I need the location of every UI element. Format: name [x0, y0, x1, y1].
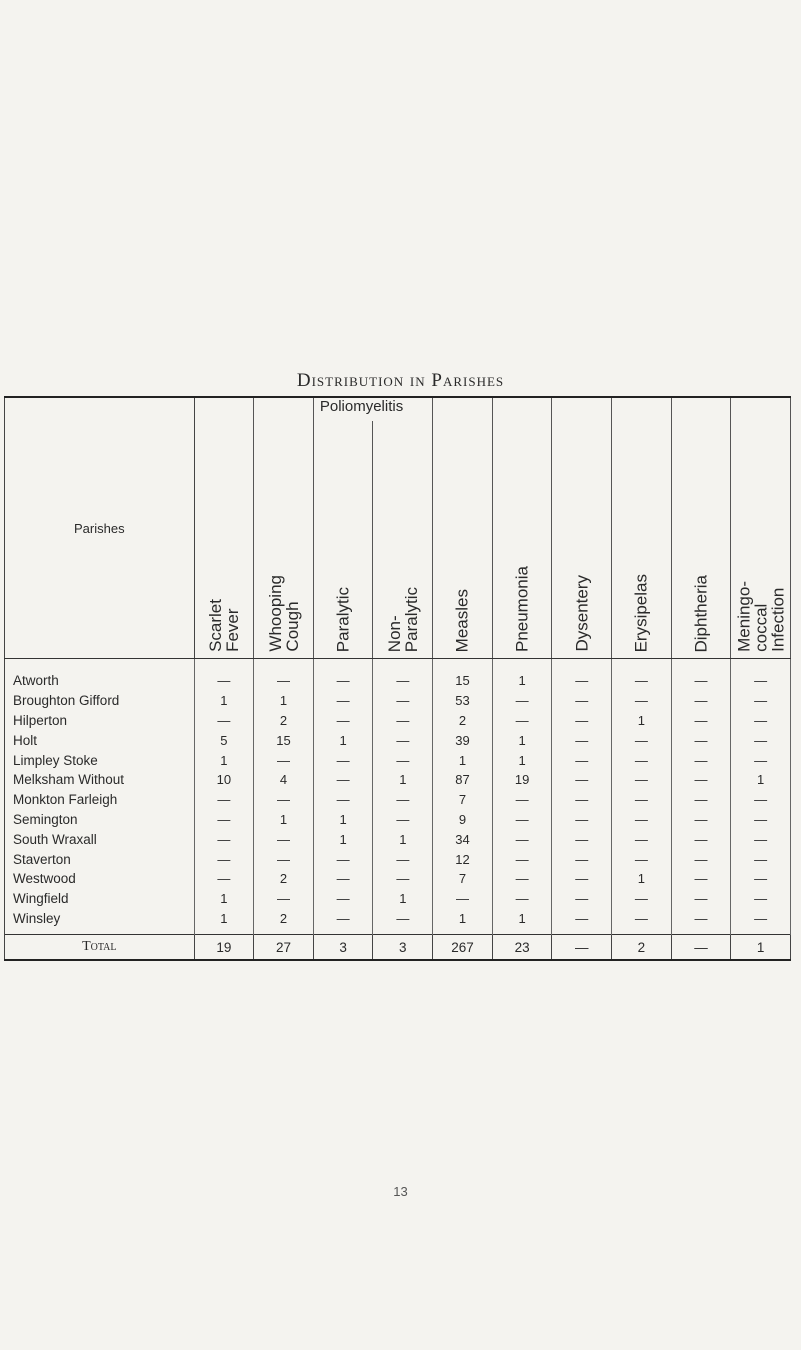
table-cell: 2 — [254, 711, 314, 731]
parish-name: Monkton Farleigh — [5, 790, 195, 810]
column-header-diphtheria: Diphtheria — [671, 397, 731, 659]
table-cell: — — [492, 810, 552, 830]
table-row — [5, 659, 791, 691]
table-cell: — — [552, 810, 612, 830]
table-row — [5, 889, 791, 909]
table-cell: — — [373, 750, 433, 770]
column-header-pneumonia: Pneumonia — [492, 397, 552, 659]
table-cell: — — [194, 869, 254, 889]
column-header-whooping-cough: Whooping Cough — [254, 397, 314, 659]
table-cell: — — [552, 790, 612, 810]
table-cell: — — [671, 869, 731, 889]
table-cell: — — [313, 691, 373, 711]
table-cell: — — [373, 909, 433, 935]
table-cell: — — [731, 691, 791, 711]
table-cell: 1 — [731, 770, 791, 790]
table-cell: — — [731, 909, 791, 935]
table-cell: — — [492, 790, 552, 810]
table-cell: — — [313, 659, 373, 691]
table-cell: 1 — [254, 810, 314, 830]
table-cell: 1 — [373, 889, 433, 909]
table-cell: — — [552, 869, 612, 889]
table-cell: — — [731, 829, 791, 849]
table-row — [5, 909, 791, 935]
table-cell: — — [552, 750, 612, 770]
table-cell: 1 — [313, 810, 373, 830]
total-cell: — — [552, 935, 612, 961]
table-cell: — — [612, 790, 672, 810]
table-cell: — — [612, 889, 672, 909]
table-cell: — — [373, 849, 433, 869]
table-cell: 34 — [433, 829, 493, 849]
table-row — [5, 730, 791, 750]
table-cell: — — [552, 829, 612, 849]
table-row — [5, 869, 791, 889]
table-cell: — — [373, 711, 433, 731]
table-cell: — — [373, 869, 433, 889]
table-cell: — — [254, 790, 314, 810]
page-title: Distribution in Parishes — [296, 370, 505, 391]
table-cell: — — [731, 730, 791, 750]
table-cell: 2 — [254, 869, 314, 889]
parish-name: Westwood — [5, 869, 195, 889]
table-cell: — — [194, 849, 254, 869]
table-cell: — — [731, 790, 791, 810]
table-cell: — — [671, 711, 731, 731]
table-cell: — — [671, 849, 731, 869]
table-cell: — — [731, 750, 791, 770]
table-cell: 15 — [433, 659, 493, 691]
table-cell: — — [373, 659, 433, 691]
table-cell: 7 — [433, 790, 493, 810]
table-cell: 1 — [254, 691, 314, 711]
table-cell: 1 — [313, 829, 373, 849]
page-number: 13 — [393, 1184, 408, 1199]
table-row — [5, 750, 791, 770]
table-cell: — — [671, 889, 731, 909]
distribution-table — [4, 396, 791, 961]
total-cell: 27 — [254, 935, 314, 961]
table-cell: — — [492, 889, 552, 909]
total-cell: — — [671, 935, 731, 961]
table-cell: — — [492, 829, 552, 849]
column-header-scarlet-fever: Scarlet Fever — [194, 397, 254, 659]
parish-name: Staverton — [5, 849, 195, 869]
table-cell: 1 — [492, 909, 552, 935]
table-row — [5, 770, 791, 790]
total-cell: 1 — [731, 935, 791, 961]
table-cell: — — [552, 691, 612, 711]
table-cell: 7 — [433, 869, 493, 889]
parish-name: Semington — [5, 810, 195, 830]
table-cell: — — [552, 659, 612, 691]
table-cell: — — [612, 829, 672, 849]
table-cell: 2 — [254, 909, 314, 935]
table-cell: — — [671, 730, 731, 750]
table-cell: — — [373, 790, 433, 810]
table-cell: — — [612, 750, 672, 770]
table-row — [5, 691, 791, 711]
table-cell: 2 — [433, 711, 493, 731]
total-cell: 3 — [313, 935, 373, 961]
table-cell: — — [194, 810, 254, 830]
table-cell: — — [671, 829, 731, 849]
table-cell: 1 — [433, 750, 493, 770]
column-header-paralytic: Paralytic — [313, 421, 373, 659]
total-cell: 19 — [194, 935, 254, 961]
total-cell: 2 — [612, 935, 672, 961]
parishes-header: Parishes — [5, 397, 195, 659]
table-cell: — — [313, 869, 373, 889]
table-cell: 1 — [373, 829, 433, 849]
table-cell: — — [552, 909, 612, 935]
table-cell: — — [492, 849, 552, 869]
table-cell: 87 — [433, 770, 493, 790]
total-row — [5, 935, 791, 961]
table-cell: 1 — [492, 730, 552, 750]
table-cell: 19 — [492, 770, 552, 790]
table-cell: — — [313, 750, 373, 770]
parish-name: Broughton Gifford — [5, 691, 195, 711]
total-cell: 3 — [373, 935, 433, 961]
table-cell: — — [731, 711, 791, 731]
table-row — [5, 829, 791, 849]
table-cell: 53 — [433, 691, 493, 711]
table-cell: 39 — [433, 730, 493, 750]
table-cell: — — [194, 829, 254, 849]
table-cell: 1 — [194, 909, 254, 935]
table-cell: — — [254, 889, 314, 909]
column-header-dysentery: Dysentery — [552, 397, 612, 659]
table-cell: — — [194, 790, 254, 810]
table-cell: — — [492, 711, 552, 731]
table-cell: 12 — [433, 849, 493, 869]
column-header-meningococcal-infection: Meningo- coccal Infection — [731, 397, 791, 659]
parish-name: Holt — [5, 730, 195, 750]
table-cell: 5 — [194, 730, 254, 750]
table-cell: — — [731, 869, 791, 889]
table-body — [5, 659, 791, 935]
table-cell: — — [194, 711, 254, 731]
parish-name: Atworth — [5, 659, 195, 691]
table-cell: — — [313, 909, 373, 935]
table-cell: — — [254, 849, 314, 869]
table-row — [5, 810, 791, 830]
table-cell: — — [612, 909, 672, 935]
table-cell: — — [671, 750, 731, 770]
table-cell: — — [612, 691, 672, 711]
table-cell: 1 — [612, 711, 672, 731]
table-cell: — — [254, 750, 314, 770]
table-cell: 1 — [612, 869, 672, 889]
table-cell: 1 — [492, 750, 552, 770]
table-cell: — — [254, 659, 314, 691]
table-cell: — — [373, 810, 433, 830]
table-cell: — — [313, 849, 373, 869]
parish-name: Limpley Stoke — [5, 750, 195, 770]
column-header-measles: Measles — [433, 397, 493, 659]
table-cell: — — [552, 889, 612, 909]
table-cell: — — [433, 889, 493, 909]
table-row — [5, 849, 791, 869]
parish-name: Melksham Without — [5, 770, 195, 790]
column-group-poliomyelitis: Poliomyelitis — [313, 397, 432, 421]
table-cell: — — [731, 889, 791, 909]
table-cell: 1 — [433, 909, 493, 935]
parish-name: South Wraxall — [5, 829, 195, 849]
table-cell: — — [612, 810, 672, 830]
table-row — [5, 790, 791, 810]
table-cell: 1 — [373, 770, 433, 790]
table-cell: — — [731, 849, 791, 869]
table-cell: — — [492, 691, 552, 711]
table-cell: — — [731, 810, 791, 830]
table-cell: — — [612, 730, 672, 750]
table-cell: — — [612, 770, 672, 790]
table-cell: 15 — [254, 730, 314, 750]
total-cell: 23 — [492, 935, 552, 961]
total-label: Total — [5, 935, 195, 961]
table-cell: — — [552, 849, 612, 869]
table-cell: 1 — [313, 730, 373, 750]
column-header-non-paralytic: Non- Paralytic — [373, 421, 433, 659]
table-cell: — — [373, 730, 433, 750]
table-cell: 1 — [492, 659, 552, 691]
table-cell: — — [313, 711, 373, 731]
table-cell: — — [313, 889, 373, 909]
table-cell: — — [671, 659, 731, 691]
table-cell: — — [612, 659, 672, 691]
table-cell: — — [373, 691, 433, 711]
table-cell: — — [612, 849, 672, 869]
table-cell: — — [313, 770, 373, 790]
table-cell: — — [313, 790, 373, 810]
table-cell: — — [671, 770, 731, 790]
table-cell: 9 — [433, 810, 493, 830]
column-header-erysipelas: Erysipelas — [612, 397, 672, 659]
table-cell: 4 — [254, 770, 314, 790]
table-cell: — — [254, 829, 314, 849]
table-cell: 1 — [194, 750, 254, 770]
table-cell: 1 — [194, 889, 254, 909]
table-cell: — — [552, 711, 612, 731]
table-cell: — — [671, 790, 731, 810]
parish-name: Hilperton — [5, 711, 195, 731]
parish-name: Wingfield — [5, 889, 195, 909]
parish-name: Winsley — [5, 909, 195, 935]
table-cell: — — [194, 659, 254, 691]
table-cell: — — [671, 909, 731, 935]
table-cell: — — [671, 810, 731, 830]
table-cell: — — [671, 691, 731, 711]
table-row — [5, 711, 791, 731]
total-cell: 267 — [433, 935, 493, 961]
table-cell: 10 — [194, 770, 254, 790]
table-cell: — — [492, 869, 552, 889]
table-cell: — — [552, 730, 612, 750]
table-cell: 1 — [194, 691, 254, 711]
table-cell: — — [552, 770, 612, 790]
table-cell: — — [731, 659, 791, 691]
